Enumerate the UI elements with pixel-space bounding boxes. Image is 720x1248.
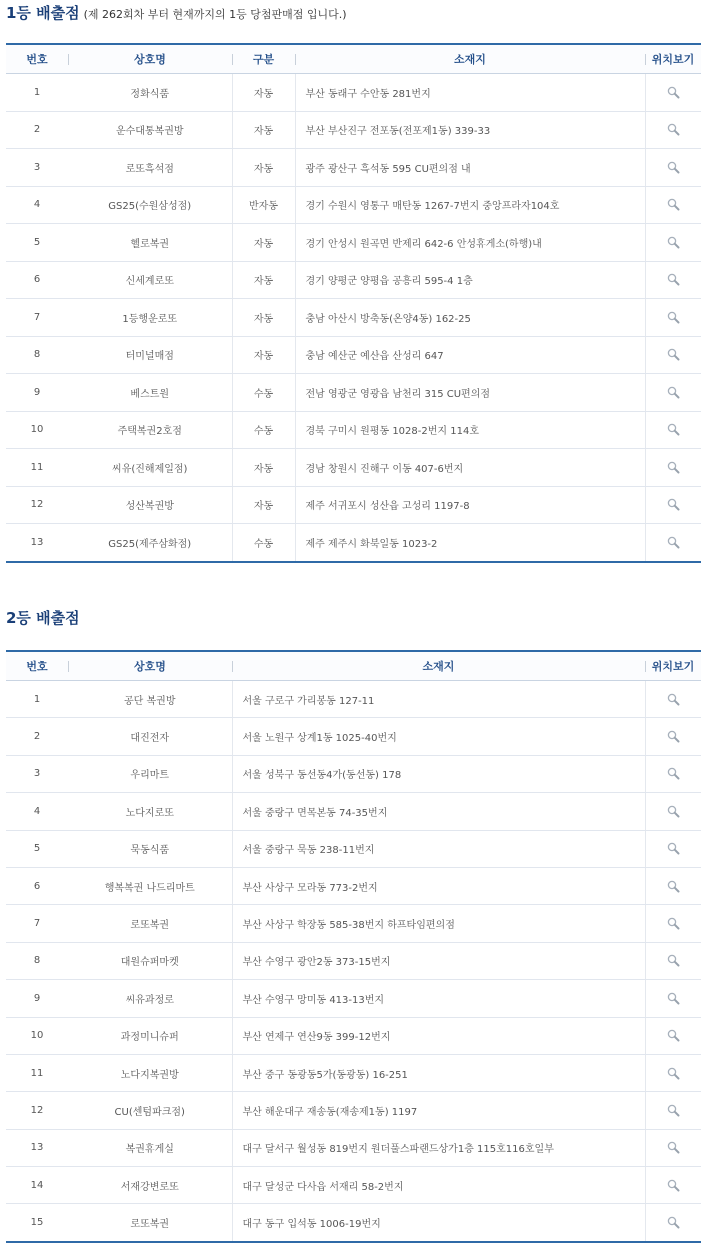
- header-type: 구분: [232, 44, 295, 74]
- magnifier-icon[interactable]: [667, 350, 680, 361]
- view-location-button[interactable]: [645, 1129, 701, 1166]
- magnifier-icon[interactable]: [667, 732, 680, 743]
- header-location: 위치보기: [645, 44, 701, 74]
- store-address: 광주 광산구 흑석동 595 CU편의점 내: [295, 149, 645, 187]
- store-name: GS25(수원삼성점): [68, 186, 232, 224]
- header-no: 번호: [6, 651, 68, 681]
- store-name: 행복복권 나드리마트: [68, 867, 232, 904]
- store-name: 공단 복권방: [68, 681, 232, 718]
- store-name: 씨유과정로: [68, 980, 232, 1017]
- table-row: [6, 905, 701, 942]
- row-number: 10: [6, 411, 68, 449]
- store-address: 경북 구미시 원평동 1028-2번지 114호: [295, 411, 645, 449]
- store-address: 제주 제주시 화북일동 1023-2: [295, 524, 645, 562]
- selection-type: 자동: [232, 224, 295, 262]
- table-row: [6, 336, 701, 374]
- row-number: 2: [6, 111, 68, 149]
- second-prize-heading: 2등 배출점: [6, 609, 80, 627]
- table-row: [6, 980, 701, 1017]
- row-number: 12: [6, 486, 68, 524]
- magnifier-icon[interactable]: [667, 956, 680, 967]
- first-prize-title: [6, 2, 347, 23]
- magnifier-icon[interactable]: [667, 1105, 680, 1116]
- store-name: 운수대통복권방: [68, 111, 232, 149]
- selection-type: 자동: [232, 149, 295, 187]
- magnifier-icon[interactable]: [667, 919, 680, 930]
- table-row: [6, 186, 701, 224]
- view-location-button[interactable]: [645, 793, 701, 830]
- selection-type: 자동: [232, 299, 295, 337]
- table-row: [6, 299, 701, 337]
- view-location-button[interactable]: [645, 980, 701, 1017]
- view-location-button[interactable]: [645, 224, 701, 262]
- table-row: [6, 1017, 701, 1054]
- magnifier-icon[interactable]: [667, 1180, 680, 1191]
- view-location-button[interactable]: [645, 111, 701, 149]
- store-address: 서울 중랑구 묵동 238-11번지: [232, 830, 645, 867]
- row-number: 4: [6, 186, 68, 224]
- store-name: 터미널매점: [68, 336, 232, 374]
- store-address: 경기 양평군 양평읍 공흥리 595-4 1층: [295, 261, 645, 299]
- store-name: 로또복권: [68, 1204, 232, 1242]
- table-header-row: [6, 651, 701, 681]
- header-no: 번호: [6, 44, 68, 74]
- table-row: [6, 867, 701, 904]
- store-name: CU(센텀파크점): [68, 1092, 232, 1129]
- store-address: 대구 달성군 다사읍 서재리 58-2번지: [232, 1167, 645, 1204]
- row-number: 4: [6, 793, 68, 830]
- selection-type: 자동: [232, 336, 295, 374]
- first-prize-heading: 1등 배출점: [6, 4, 80, 22]
- store-name: 씨유(진해제일점): [68, 449, 232, 487]
- store-address: 부산 중구 동광동5가(동광동) 16-251: [232, 1054, 645, 1091]
- magnifier-icon[interactable]: [667, 425, 680, 436]
- magnifier-icon[interactable]: [667, 993, 680, 1004]
- view-location-button[interactable]: [645, 336, 701, 374]
- table-row: [6, 261, 701, 299]
- store-name: GS25(제주삼화점): [68, 524, 232, 562]
- table-row: [6, 224, 701, 262]
- table-row: [6, 486, 701, 524]
- selection-type: 반자동: [232, 186, 295, 224]
- row-number: 3: [6, 149, 68, 187]
- view-location-button[interactable]: [645, 486, 701, 524]
- header-address: 소재지: [295, 44, 645, 74]
- row-number: 5: [6, 830, 68, 867]
- store-address: 제주 서귀포시 성산읍 고성리 1197-8: [295, 486, 645, 524]
- table-row: [6, 74, 701, 112]
- row-number: 11: [6, 1054, 68, 1091]
- view-location-button[interactable]: [645, 186, 701, 224]
- row-number: 1: [6, 74, 68, 112]
- view-location-button[interactable]: [645, 1167, 701, 1204]
- store-name: 우리마트: [68, 755, 232, 792]
- view-location-button[interactable]: [645, 755, 701, 792]
- magnifier-icon[interactable]: [667, 1143, 680, 1154]
- store-address: 경기 수원시 영통구 매탄동 1267-7번지 중앙프라자104호: [295, 186, 645, 224]
- view-location-button[interactable]: [645, 149, 701, 187]
- magnifier-icon[interactable]: [667, 162, 680, 173]
- view-location-button[interactable]: [645, 867, 701, 904]
- store-address: 부산 동래구 수안동 281번지: [295, 74, 645, 112]
- table-row: [6, 1167, 701, 1204]
- row-number: 11: [6, 449, 68, 487]
- magnifier-icon[interactable]: [667, 500, 680, 511]
- store-name: 노다지로또: [68, 793, 232, 830]
- store-address: 서울 성북구 동선동4가(동선동) 178: [232, 755, 645, 792]
- selection-type: 자동: [232, 111, 295, 149]
- magnifier-icon[interactable]: [667, 769, 680, 780]
- row-number: 6: [6, 261, 68, 299]
- store-name: 대원슈퍼마켓: [68, 942, 232, 979]
- magnifier-icon[interactable]: [667, 87, 680, 98]
- selection-type: 수동: [232, 374, 295, 412]
- row-number: 8: [6, 942, 68, 979]
- view-location-button[interactable]: [645, 524, 701, 562]
- store-address: 부산 수영구 광안2동 373-15번지: [232, 942, 645, 979]
- magnifier-icon[interactable]: [667, 881, 680, 892]
- row-number: 14: [6, 1167, 68, 1204]
- table-row: [6, 111, 701, 149]
- view-location-button[interactable]: [645, 1054, 701, 1091]
- store-name: 로또복권: [68, 905, 232, 942]
- magnifier-icon[interactable]: [667, 312, 680, 323]
- second-prize-title: [6, 607, 80, 628]
- table-row: [6, 1054, 701, 1091]
- store-name: 정화식품: [68, 74, 232, 112]
- magnifier-icon[interactable]: [667, 462, 680, 473]
- selection-type: 자동: [232, 486, 295, 524]
- store-address: 부산 사상구 모라동 773-2번지: [232, 867, 645, 904]
- view-location-button[interactable]: [645, 718, 701, 755]
- table-header-row: [6, 44, 701, 74]
- store-address: 서울 구로구 가리봉동 127-11: [232, 681, 645, 718]
- view-location-button[interactable]: [645, 261, 701, 299]
- view-location-button[interactable]: [645, 1092, 701, 1129]
- second-prize-table: [6, 650, 701, 1243]
- selection-type: 자동: [232, 261, 295, 299]
- view-location-button[interactable]: [645, 1017, 701, 1054]
- table-row: [6, 524, 701, 562]
- view-location-button[interactable]: [645, 411, 701, 449]
- store-address: 부산 수영구 망미동 413-13번지: [232, 980, 645, 1017]
- table-row: [6, 755, 701, 792]
- table-row: [6, 942, 701, 979]
- selection-type: 수동: [232, 411, 295, 449]
- store-address: 대구 달서구 월성동 819번지 원더풀스파랜드상가1층 115호116호일부: [232, 1129, 645, 1166]
- row-number: 12: [6, 1092, 68, 1129]
- magnifier-icon[interactable]: [667, 125, 680, 136]
- table-row: [6, 793, 701, 830]
- store-name: 로또흑석점: [68, 149, 232, 187]
- table-row: [6, 681, 701, 718]
- row-number: 6: [6, 867, 68, 904]
- store-name: 서재강변로또: [68, 1167, 232, 1204]
- row-number: 15: [6, 1204, 68, 1242]
- magnifier-icon[interactable]: [667, 537, 680, 548]
- view-location-button[interactable]: [645, 942, 701, 979]
- view-location-button[interactable]: [645, 905, 701, 942]
- row-number: 7: [6, 905, 68, 942]
- row-number: 1: [6, 681, 68, 718]
- row-number: 9: [6, 980, 68, 1017]
- row-number: 2: [6, 718, 68, 755]
- store-name: 묵동식품: [68, 830, 232, 867]
- magnifier-icon[interactable]: [667, 694, 680, 705]
- store-address: 부산 부산진구 전포동(전포제1동) 339-33: [295, 111, 645, 149]
- row-number: 13: [6, 524, 68, 562]
- store-name: 신세계로또: [68, 261, 232, 299]
- store-address: 서울 중랑구 면목본동 74-35번지: [232, 793, 645, 830]
- row-number: 13: [6, 1129, 68, 1166]
- table-row: [6, 411, 701, 449]
- store-address: 부산 해운대구 재송동(재송제1동) 1197: [232, 1092, 645, 1129]
- selection-type: 자동: [232, 74, 295, 112]
- store-name: 노다지복권방: [68, 1054, 232, 1091]
- magnifier-icon[interactable]: [667, 806, 680, 817]
- store-address: 부산 연제구 연산9동 399-12번지: [232, 1017, 645, 1054]
- view-location-button[interactable]: [645, 299, 701, 337]
- store-address: 부산 사상구 학장동 585-38번지 하프타임편의점: [232, 905, 645, 942]
- row-number: 3: [6, 755, 68, 792]
- magnifier-icon[interactable]: [667, 1218, 680, 1229]
- store-name: 과정미니슈퍼: [68, 1017, 232, 1054]
- store-address: 충남 예산군 예산읍 산성리 647: [295, 336, 645, 374]
- table-row: [6, 718, 701, 755]
- store-address: 전남 영광군 영광읍 남천리 315 CU편의점: [295, 374, 645, 412]
- header-address: 소재지: [232, 651, 645, 681]
- table-row: [6, 830, 701, 867]
- selection-type: 수동: [232, 524, 295, 562]
- header-name: 상호명: [68, 651, 232, 681]
- table-row: [6, 149, 701, 187]
- table-row: [6, 449, 701, 487]
- first-prize-note: (제 262회차 부터 현재까지의 1등 당첨판매점 입니다.): [83, 8, 347, 21]
- store-address: 경기 안성시 원곡면 반제리 642-6 안성휴게소(하행)내: [295, 224, 645, 262]
- view-location-button[interactable]: [645, 374, 701, 412]
- store-name: 대진전자: [68, 718, 232, 755]
- header-location: 위치보기: [645, 651, 701, 681]
- table-row: [6, 1129, 701, 1166]
- table-row: [6, 1204, 701, 1242]
- store-address: 서울 노원구 상계1동 1025-40번지: [232, 718, 645, 755]
- row-number: 8: [6, 336, 68, 374]
- view-location-button[interactable]: [645, 74, 701, 112]
- store-address: 충남 아산시 방축동(온양4동) 162-25: [295, 299, 645, 337]
- selection-type: 자동: [232, 449, 295, 487]
- magnifier-icon[interactable]: [667, 1031, 680, 1042]
- store-address: 경남 창원시 진해구 이동 407-6번지: [295, 449, 645, 487]
- table-row: [6, 1092, 701, 1129]
- view-location-button[interactable]: [645, 449, 701, 487]
- header-name: 상호명: [68, 44, 232, 74]
- store-name: 복권휴게실: [68, 1129, 232, 1166]
- view-location-button[interactable]: [645, 1204, 701, 1242]
- store-name: 베스트원: [68, 374, 232, 412]
- view-location-button[interactable]: [645, 681, 701, 718]
- store-name: 주택복권2호점: [68, 411, 232, 449]
- row-number: 7: [6, 299, 68, 337]
- magnifier-icon[interactable]: [667, 200, 680, 211]
- row-number: 10: [6, 1017, 68, 1054]
- magnifier-icon[interactable]: [667, 844, 680, 855]
- magnifier-icon[interactable]: [667, 387, 680, 398]
- magnifier-icon[interactable]: [667, 237, 680, 248]
- table-row: [6, 374, 701, 412]
- magnifier-icon[interactable]: [667, 275, 680, 286]
- store-name: 성산복권방: [68, 486, 232, 524]
- magnifier-icon[interactable]: [667, 1068, 680, 1079]
- store-address: 대구 동구 입석동 1006-19번지: [232, 1204, 645, 1242]
- view-location-button[interactable]: [645, 830, 701, 867]
- row-number: 5: [6, 224, 68, 262]
- row-number: 9: [6, 374, 68, 412]
- first-prize-table: [6, 43, 701, 563]
- store-name: 1등행운로또: [68, 299, 232, 337]
- store-name: 헬로복권: [68, 224, 232, 262]
